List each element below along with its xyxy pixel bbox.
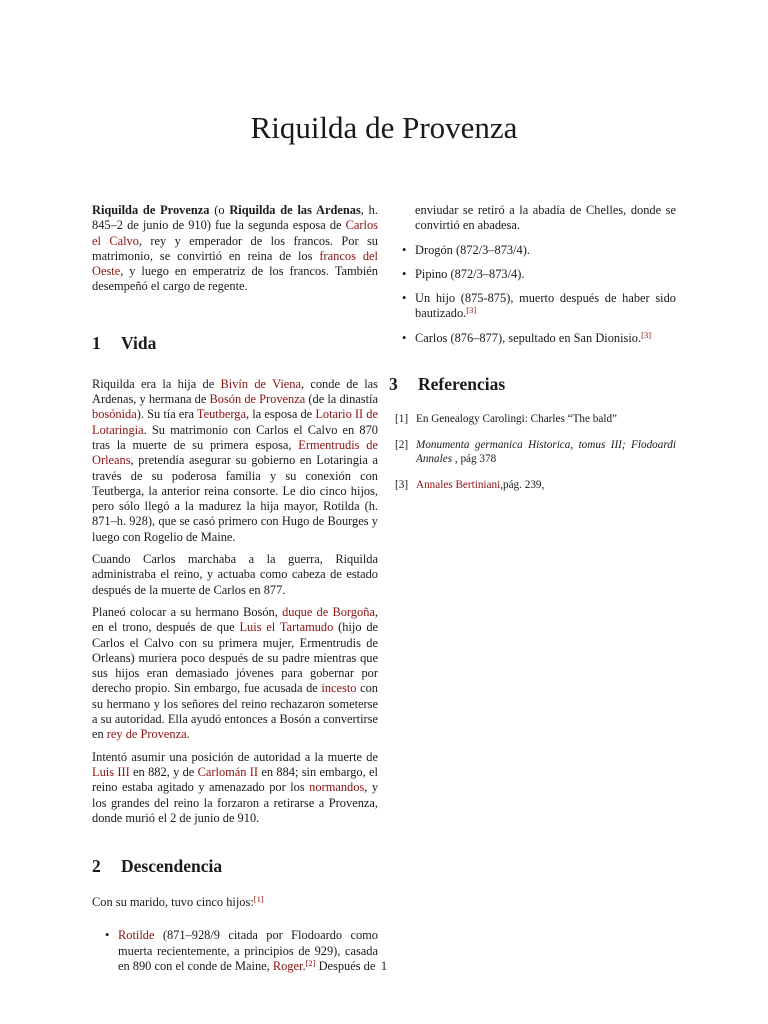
text: , en el trono, después de que bbox=[92, 604, 379, 635]
link-luis-el-tartamudo[interactable]: Luis el Tartamudo bbox=[239, 620, 334, 635]
citation-link[interactable]: [3] bbox=[466, 305, 477, 316]
link-ermentrudis[interactable]: Ermentrudis de Orleans bbox=[92, 437, 379, 468]
list-item-continuation bbox=[389, 203, 676, 234]
section-heading-referencias bbox=[389, 374, 676, 395]
text: Un hijo (875-875), muerto después de haber sido bautizado. bbox=[415, 291, 676, 321]
text: , rey y emperador de los francos. Por su matrimonio, se convirtió en reina de los bbox=[92, 233, 378, 263]
link-rotilde[interactable]: Rotilde bbox=[118, 928, 155, 943]
page-number: 1 bbox=[380, 959, 388, 973]
list-item bbox=[389, 267, 676, 282]
section-title: Descendencia bbox=[121, 856, 223, 877]
intro-paragraph bbox=[92, 203, 378, 295]
vida-paragraph-2: Cuando Carlos marchaba a la guerra, Riquilda administraba el reino, y actuaba como cabeza de estado después de la muerte de Carlos en 877. bbox=[92, 552, 378, 597]
text: . bbox=[186, 727, 190, 742]
citation-link[interactable]: [1] bbox=[253, 894, 264, 905]
list-item bbox=[389, 291, 676, 322]
reference-number: [1] bbox=[395, 413, 409, 426]
bullet: • bbox=[402, 291, 407, 306]
vida-paragraph-3 bbox=[92, 605, 378, 743]
page-title: Riquilda de Provenza bbox=[250, 110, 518, 145]
bullet: • bbox=[402, 266, 407, 281]
section-title: Referencias bbox=[418, 374, 506, 395]
link-duque-de-borgona[interactable]: duque de Borgoña bbox=[282, 604, 375, 619]
text: , pág 378 bbox=[452, 453, 497, 466]
link-rey-de-provenza[interactable]: rey de Provenza bbox=[106, 727, 187, 742]
text: Después de bbox=[315, 958, 376, 973]
text: , y luego en emperatriz de los francos. También desempeñó el cargo de regente. bbox=[92, 264, 378, 294]
text: , y los grandes del reino la forzaron a retirarse a Provenza, donde murió el 2 de junio de 910. bbox=[92, 780, 379, 825]
text: con su hermano y los señores del reino rechazaron someterse a su autoridad. Ella ayudó entonces a Bosón a convertirse en bbox=[92, 681, 378, 742]
text: , conde de las Ardenas, y hermana de bbox=[92, 376, 379, 407]
section-number: 3 bbox=[389, 374, 398, 395]
vida-paragraph-4 bbox=[92, 750, 378, 826]
text: Pipino (872/3–873/4). bbox=[415, 266, 525, 281]
text: (de la dinastía bbox=[305, 392, 378, 407]
bullet: • bbox=[402, 242, 407, 257]
link-luis-iii[interactable]: Luis III bbox=[92, 764, 130, 779]
children-list-continued bbox=[389, 203, 676, 346]
text: en 884; sin embargo, el reino estaba agitado y amenazado por los bbox=[92, 764, 378, 795]
text: Riquilda era la hija de bbox=[92, 376, 221, 391]
text: Carlos (876–877), sepultado en San Dionisio. bbox=[415, 330, 642, 345]
references-list bbox=[389, 412, 676, 492]
text: (hijo de Carlos el Calvo con su primera mujer, Ermentrudis de Orleans) muriera poco después de su padre mientras que sus hijos eran demasiado jóvenes para gobernar por derecho propio. Sin embargo, fue acusada de bbox=[92, 620, 379, 696]
text: Planeó colocar a su hermano Bosón, bbox=[92, 604, 283, 619]
reference-item bbox=[389, 478, 676, 493]
section-title: Vida bbox=[121, 332, 157, 353]
text: , la esposa de bbox=[246, 407, 316, 422]
link-bivin-de-viena[interactable]: Bivín de Viena bbox=[220, 376, 301, 391]
reference-item bbox=[389, 412, 676, 427]
text: Con su marido, tuvo cinco hijos: bbox=[92, 895, 254, 910]
text: En Genealogy Carolingi: Charles “The bald” bbox=[416, 413, 617, 426]
text: , pretendía asegurar su gobierno en Lotaringia a través de su poderosa familia y su conexión con Teutberga, la anterior reina consorte. Le dio cinco hijos, pero sólo llegó a la madurez la hija mayor, Rotilda (h. 871–h. 928), que se casó primero con Hugo de Bourges y luego con Rogelio de Maine. bbox=[92, 453, 378, 544]
link-incesto[interactable]: incesto bbox=[321, 681, 357, 696]
link-carlos-el-calvo[interactable]: Carlos el Calvo bbox=[92, 218, 378, 248]
reference-item bbox=[389, 438, 676, 467]
text: en 882, y de bbox=[129, 764, 198, 779]
text: ). Su tía era bbox=[136, 407, 197, 422]
vida-paragraph-1 bbox=[92, 377, 378, 545]
bold-name: Riquilda de Provenza bbox=[92, 203, 210, 217]
link-teutberga[interactable]: Teutberga bbox=[196, 407, 247, 422]
text: (o bbox=[209, 203, 230, 217]
section-heading-descendencia bbox=[92, 856, 378, 877]
link-carloman-ii[interactable]: Carlomán II bbox=[197, 764, 259, 779]
text: , h. 845–2 de junio de 910) fue la segunda esposa de bbox=[92, 203, 378, 233]
citation-link[interactable]: [2] bbox=[305, 957, 316, 968]
italic-title: Monumenta germanica Historica, tomus III; Flodoardi Annales bbox=[416, 438, 676, 466]
link-francos-del-oeste[interactable]: francos del Oeste bbox=[92, 248, 378, 279]
text: Drogón (872/3–873/4). bbox=[415, 242, 530, 257]
bullet: • bbox=[105, 928, 110, 943]
left-column bbox=[92, 203, 378, 974]
text: enviudar se retiró a la abadía de Chelles, donde se convirtió en abadesa. bbox=[415, 203, 676, 233]
link-lotario-ii[interactable]: Lotario II de Lotaringia bbox=[92, 407, 378, 437]
section-number: 2 bbox=[92, 856, 101, 877]
link-bosonida[interactable]: bosónida bbox=[92, 407, 137, 422]
bullet: • bbox=[402, 330, 407, 345]
text: (871–928/9 citada por Flodoardo como muerta recientemente, a principios de 929), casada en 890 con el conde de Maine, bbox=[118, 928, 378, 973]
link-normandos[interactable]: normandos bbox=[309, 780, 365, 795]
section-heading-vida bbox=[92, 333, 378, 354]
section-number: 1 bbox=[92, 332, 101, 353]
link-roger[interactable]: Roger bbox=[272, 958, 303, 973]
list-item: • Rotilde (871–928/9 citada por Flodoardo como muerta recientemente, a principios de 929), casada en 890 con el conde de Maine, Roger.[2] Después de bbox=[105, 928, 378, 973]
link-boson-de-provenza[interactable]: Bosón de Provenza bbox=[209, 392, 306, 407]
bold-alt-name: Riquilda de las Ardenas bbox=[229, 203, 361, 217]
descendencia-intro bbox=[92, 895, 378, 910]
text: Intentó asumir una posición de autoridad a la muerte de bbox=[92, 749, 378, 764]
list-item bbox=[389, 243, 676, 258]
right-column bbox=[389, 203, 676, 492]
text: . Su matrimonio con Carlos el Calvo en 870 tras la muerte de su primera esposa, bbox=[92, 422, 378, 452]
reference-number: [3] bbox=[395, 478, 409, 491]
reference-number: [2] bbox=[395, 438, 409, 451]
list-item bbox=[389, 331, 676, 346]
citation-link[interactable]: [3] bbox=[641, 329, 652, 340]
link-annales-bertiniani[interactable]: Annales Bertiniani bbox=[416, 478, 501, 491]
text: ,pág. 239, bbox=[500, 478, 545, 491]
